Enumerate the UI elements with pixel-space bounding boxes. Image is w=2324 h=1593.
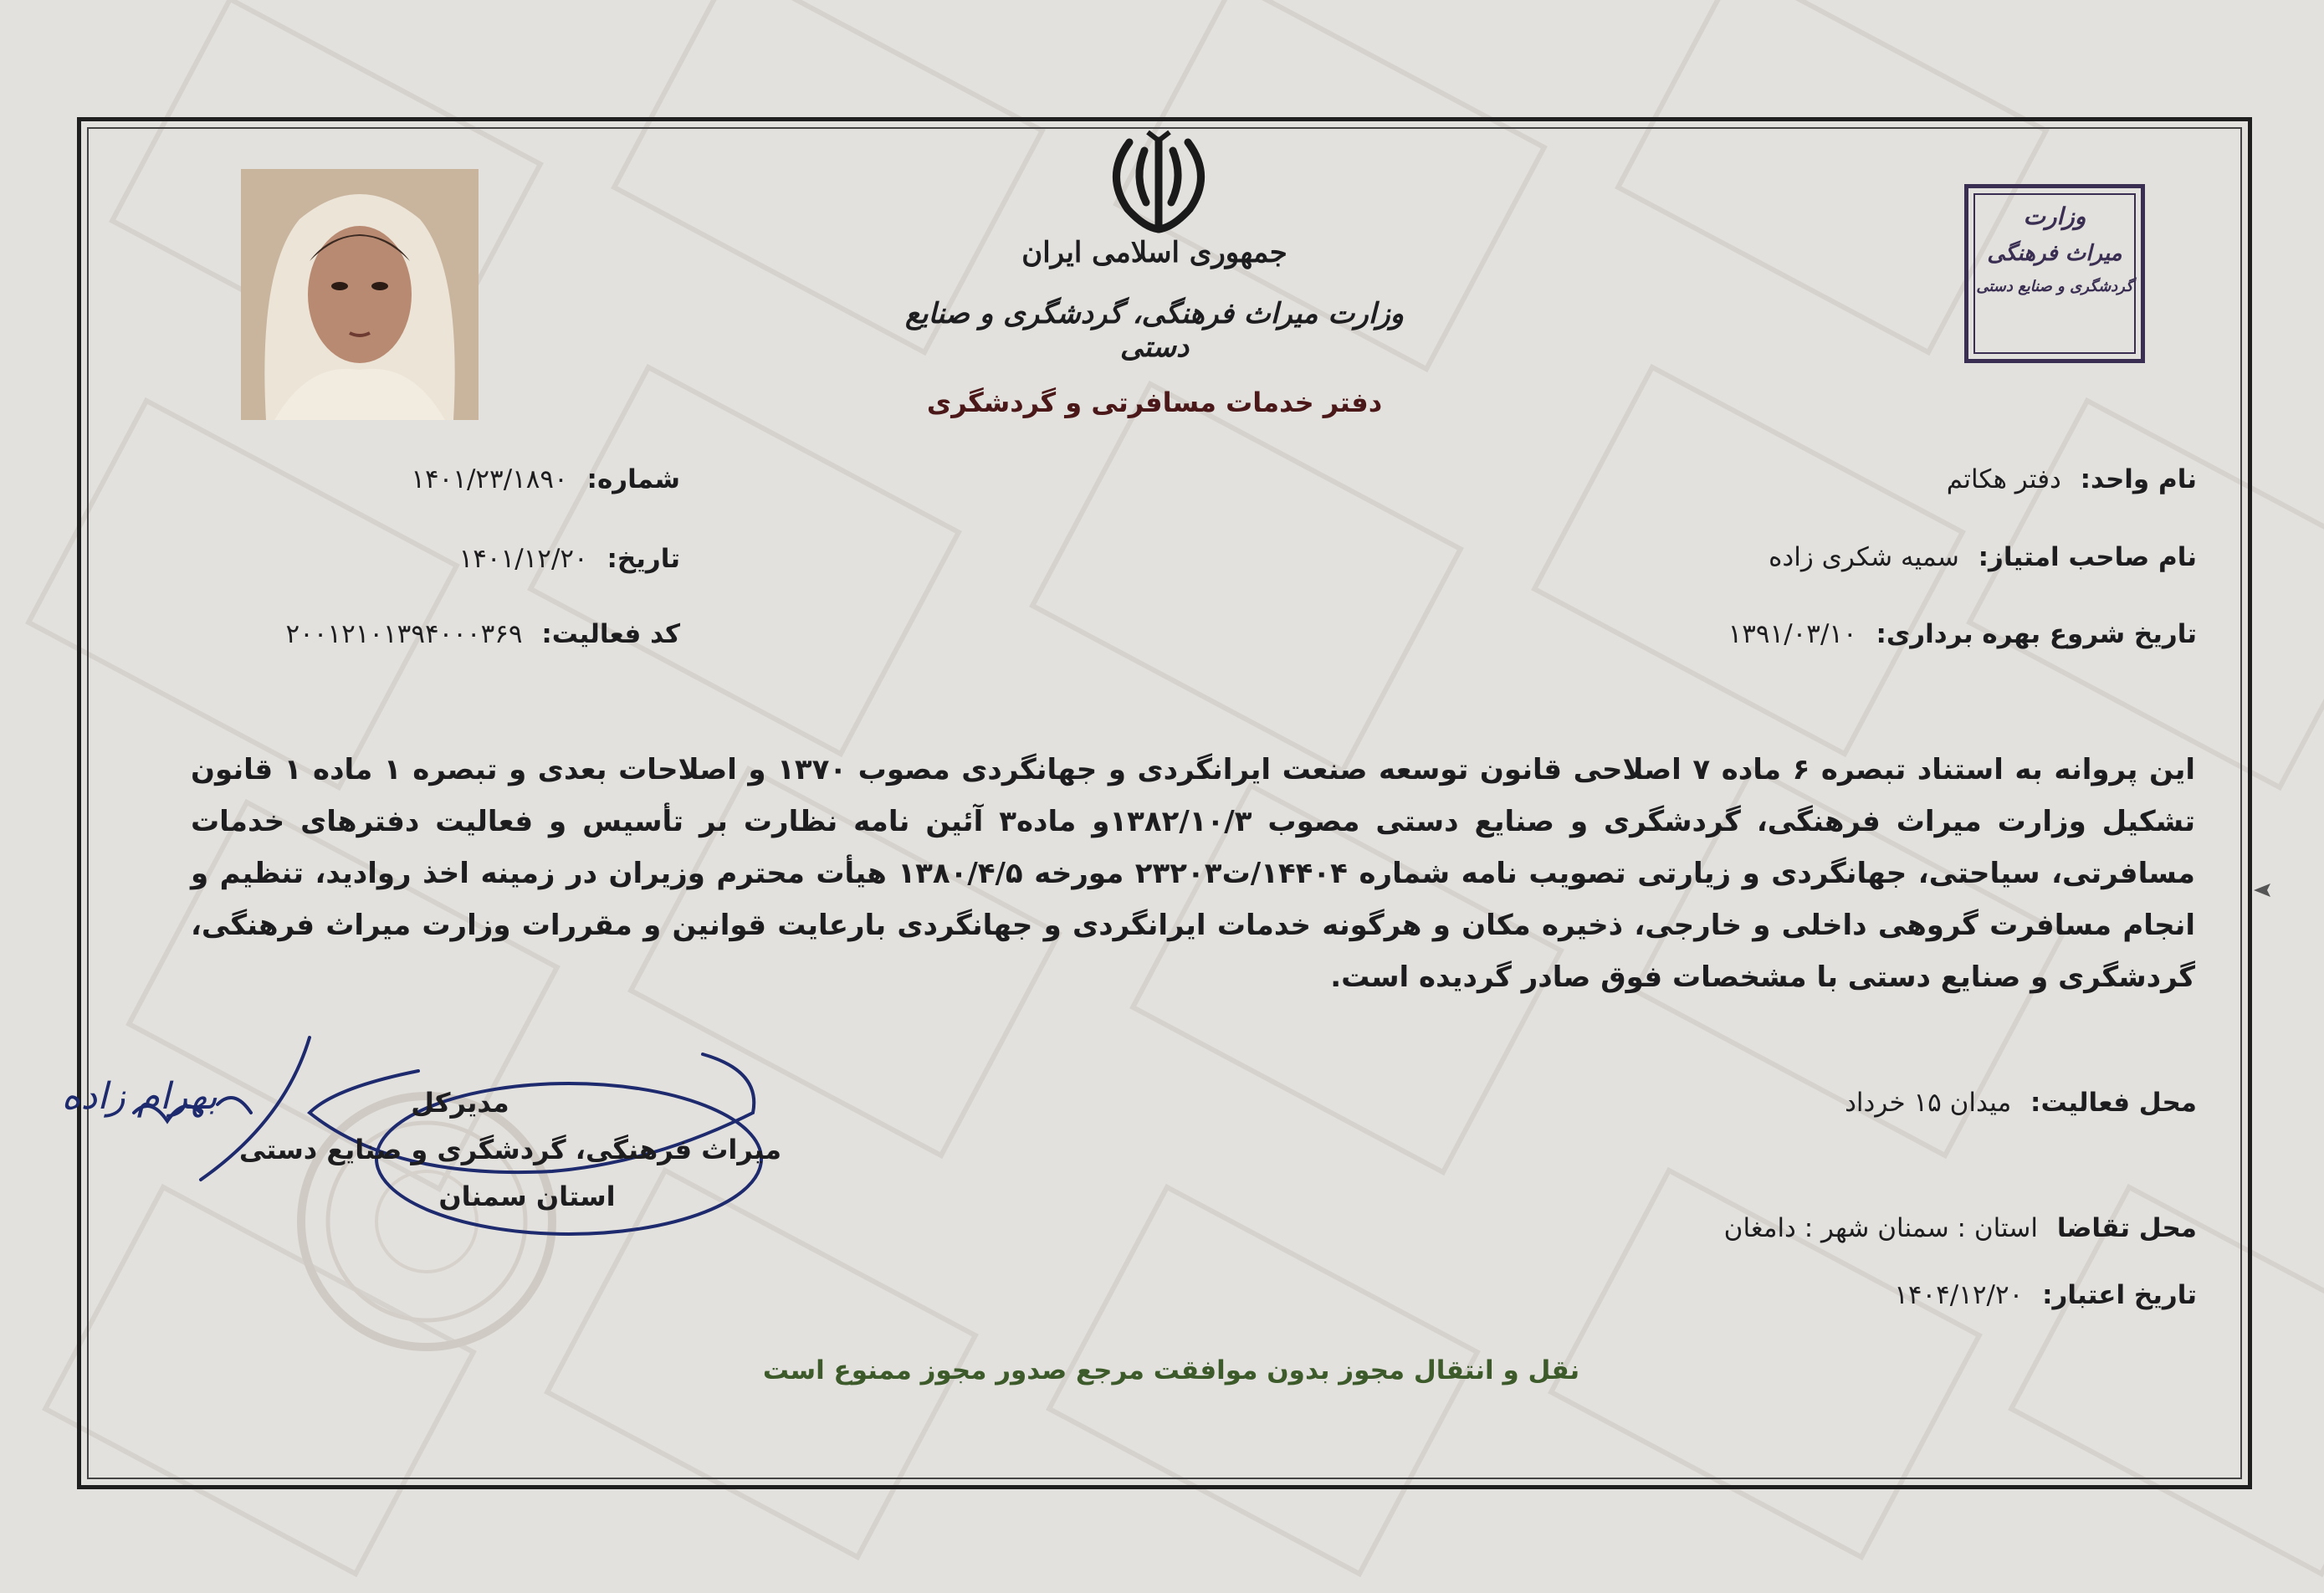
logo-line-1: وزارت	[2023, 202, 2086, 230]
activity-code-label: کد فعالیت:	[541, 619, 680, 649]
unit-value: دفتر هکاتم	[1946, 464, 2061, 494]
unit-label: نام واحد:	[2080, 464, 2197, 494]
license-body-text: این پروانه به استناد تبصره ۶ ماده ۷ اصلاحی قانون توسعه صنعت ایرانگردی و جهانگردی مصوب ۱۳۷۰ و اصلاحات بعدی و تبصره ۱ ماده ۱ قانون تشکیل وزارت میراث فرهنگی، گردشگری و صنایع دستی مصوب ۱۳۸۲/۱۰/۳و ماده۳ آئین نامه نظارت بر تأسیس و فعالیت دفترهای خدمات مسافرتی، سیاحتی، جهانگردی و زیارتی تصویب نامه شماره ۱۴۴۰۴/ت۲۳۲۰۳ مورخه ۱۳۸۰/۴/۵ هیأت محترم وزیران در زمینه اخذ روادید، تنظیم و انجام مسافرت گروهی داخلی و خارجی، ذخیره مکان و هرگونه خدمات ایرانگردی و جهانگردی بارعایت قوانین و مقررات وزارت میراث فرهنگی، گردشگری و صنایع دستی با مشخصات فوق صادر گردیده است.	[191, 753, 2196, 994]
unit-field	[1947, 464, 2197, 494]
start-date-label: تاریخ شروع بهره برداری:	[1876, 619, 2197, 649]
start-date-field	[1728, 619, 2197, 649]
ministry-logo	[1964, 184, 2145, 363]
number-field	[411, 464, 680, 494]
signature-block	[218, 1079, 803, 1220]
signature-title: مدیرکل	[411, 1087, 509, 1119]
activity-location-value: میدان ۱۵ خرداد	[1845, 1088, 2012, 1118]
signature-province: استان سمنان	[438, 1181, 616, 1212]
header-republic: جمهوری اسلامی ایران	[1021, 236, 1287, 269]
validity-label: تاریخ اعتبار:	[2042, 1280, 2197, 1310]
number-label: شماره:	[586, 464, 680, 494]
date-field	[459, 544, 680, 574]
number-value: ۱۴۰۱/۲۳/۱۸۹۰	[411, 464, 568, 494]
logo-line-2: میراث فرهنگی	[1987, 241, 2122, 267]
holder-photo	[241, 169, 479, 420]
corner-mark-icon	[2252, 880, 2272, 900]
holder-field	[1769, 542, 2197, 572]
activity-location-label: محل فعالیت:	[2030, 1088, 2197, 1118]
signature-handwritten-name: بهرام زاده	[61, 1075, 218, 1118]
date-value: ۱۴۰۱/۱۲/۲۰	[458, 544, 588, 574]
logo-line-3: گردشگری و صنایع دستی	[1976, 278, 2133, 296]
validity-value: ۱۴۰۴/۱۲/۲۰	[1894, 1280, 2024, 1310]
header-ministry: وزارت میراث فرهنگی، گردشگری و صنایع دستی	[904, 297, 1405, 364]
date-label: تاریخ:	[607, 544, 680, 574]
footer-notice: نقل و انتقال مجوز بدون موافقت مرجع صدور مجوز ممنوع است	[762, 1355, 1580, 1386]
request-location-field	[1724, 1213, 2197, 1243]
activity-code-field	[285, 619, 680, 649]
activity-location-field	[1845, 1088, 2197, 1118]
request-location-label: محل تقاضا	[2056, 1213, 2197, 1243]
holder-label: نام صاحب امتیاز:	[1978, 542, 2197, 572]
signature-org: میراث فرهنگی، گردشگری و صنایع دستی	[238, 1134, 782, 1165]
activity-code-value: ۲۰۰۱۲۱۰۱۳۹۴۰۰۰۳۶۹	[285, 619, 523, 649]
start-date-value: ۱۳۹۱/۰۳/۱۰	[1728, 619, 1857, 649]
request-location-value: استان : سمنان شهر : دامغان	[1723, 1213, 2039, 1243]
validity-field	[1894, 1280, 2197, 1310]
holder-value: سمیه شکری زاده	[1769, 542, 1959, 572]
header-office-title: دفتر خدمات مسافرتی و گردشگری	[926, 387, 1383, 418]
iran-emblem-icon	[1096, 125, 1221, 234]
